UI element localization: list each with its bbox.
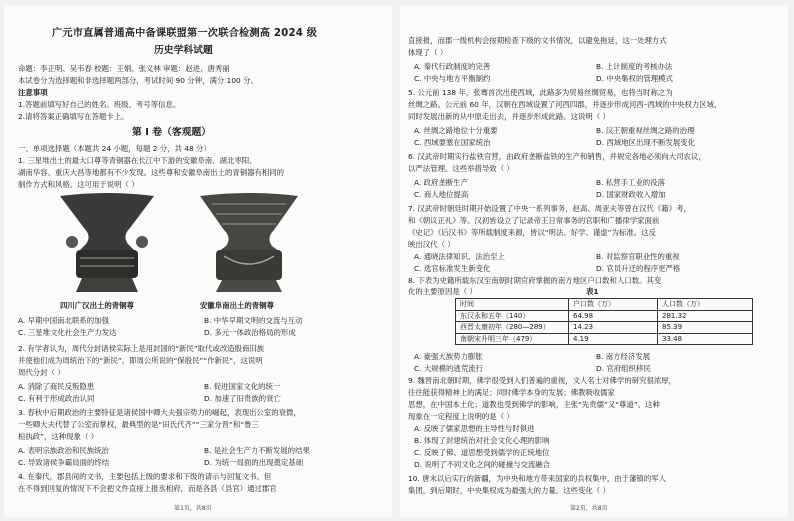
table-cell: 西晋太康初年（280—289）	[456, 322, 569, 334]
q3-option-c: C. 导致诸侯争霸局面的终结	[18, 458, 110, 467]
question-2-line: 并使他们成为周统治下的“新民”，即周公所说的“保殷民”“作新民”，这说明	[18, 356, 263, 365]
q9-option-c: C. 反映了佛、道思想受到儒学的正统地位	[414, 448, 550, 457]
question-3-line: 一些卿大夫代替了公室而掌权，最典型的是“田氏代齐”“三家分晋”和“鲁三	[18, 420, 259, 429]
question-9-line: 现象在一定程度上说明的是（ ）	[408, 412, 514, 421]
q4-option-b: B. 上计制度的考核办法	[596, 62, 673, 71]
q4-continued-line: 直接报，而郡一级机构会按期检查下级的文书情况，以避免拖延，这一处理方式	[408, 36, 667, 45]
q6-option-c: C. 商人地位提高	[414, 190, 469, 199]
table-row	[456, 310, 753, 322]
q8-option-c: C. 大规模的逃荒流行	[414, 364, 483, 373]
question-5-line: 丝绸之路。公元前 60 年，汉朝在西域设置了河西四郡，并逐步形成河西–西域的中央权力区域，	[408, 100, 722, 109]
q5-option-c: C. 西域要塞在国家统治	[414, 138, 491, 147]
q6-option-d: D. 国家财政收入增加	[596, 190, 666, 199]
q4-option-a: A. 秦代行政制度的完善	[414, 62, 491, 71]
q6-option-b: B. 私营手工业的没落	[596, 178, 665, 187]
q2-option-a: A. 消除了商民反叛隐患	[18, 382, 95, 391]
table-row	[456, 333, 753, 345]
question-8-line: 化的主要原因是（ ）	[408, 287, 477, 296]
table-cell: 14.23	[569, 322, 658, 334]
table-cell: 64.98	[569, 310, 658, 322]
q7-option-a: A. 通晓法律知识、法治至上	[414, 252, 505, 261]
question-7-line: 《史记》《后汉书》等所载制度来源，皆以“明法、好学、谨虚”为标准。这反	[408, 228, 656, 237]
part1-heading: 一、单项选择题（本题共 24 小题，每题 2 分，共 48 分）	[18, 144, 211, 153]
question-5-line: 同时发展出新的从中原走出去，并逐步形成此路。这说明（ ）	[408, 112, 610, 121]
question-2-line: 2. 有学者认为，周代分封诸侯实际上是用封国的“新民”取代或改造殷商旧族	[18, 344, 265, 353]
figure-caption-anhui: 安徽阜南出土的青铜尊	[200, 301, 274, 310]
q9-option-a: A. 反映了儒家思想的主导性与时俱进	[414, 424, 535, 433]
q2-option-c: C. 有利于形成政治认同	[18, 394, 95, 403]
table-cell: 33.48	[658, 333, 753, 345]
q3-option-d: D. 为统一局面的出现奠定基础	[204, 458, 304, 467]
q7-option-b: B. 对监察官职业性的重视	[596, 252, 680, 261]
table-header-cell: 时间	[456, 299, 569, 311]
question-7-line: 映出汉代（ ）	[408, 240, 455, 249]
population-table	[455, 298, 753, 345]
q4-option-d: D. 中央集权的管理模式	[596, 74, 673, 83]
q9-option-b: B. 体现了封建统治对社会文化心理的影响	[414, 436, 550, 445]
q8-option-a: A. 豪强大族势力膨胀	[414, 352, 483, 361]
question-6-line: 6. 汉武帝时期实行盐铁官营，由政府垄断盐铁的生产和销售，并规定各地必须向大司农议，	[408, 152, 706, 161]
exam-info: 本试卷分为选择题和非选择题两部分，考试时间 90 分钟，满分 100 分。	[18, 76, 258, 85]
exam-subtitle: 历史学科试题	[154, 45, 213, 56]
q1-option-d: D. 多元一体政治格局的形成	[204, 328, 296, 337]
question-7-line: 和《朝议正礼》等。汉初皆设立了记录帝王日常事务的官职和广播律学家面前	[408, 216, 660, 225]
table-caption: 表1	[586, 287, 599, 296]
q2-option-d: D. 加速了旧贵族的衰亡	[204, 394, 281, 403]
table-header-row	[456, 299, 753, 311]
question-10-line: 集团，到后期时，中央集权成为最强大的力量。这些变化（ ）	[408, 486, 610, 495]
figure-caption-sichuan: 四川广汉出土的青铜尊	[60, 301, 134, 310]
q6-option-a: A. 政府垄断生产	[414, 178, 468, 187]
question-3-line: 3. 春秋中后期政治的主要特征是诸侯国中卿大夫强宗势力的崛起，表现出公室的衰微，	[18, 408, 301, 417]
table-row	[456, 322, 753, 334]
notes-title: 注意事项	[18, 88, 48, 97]
question-2-line: 周代分封（ ）	[18, 368, 65, 377]
question-8-line: 8. 下表为史籍所载东汉至南朝时期官府掌握的南方地区户口数和人口数。其变	[408, 276, 662, 285]
exam-page-1	[4, 6, 392, 517]
q4-option-c: C. 中央与地方平衡制约	[414, 74, 491, 83]
q5-option-d: D. 西域地区出现不断发展变化	[596, 138, 696, 147]
exam-page-2	[400, 6, 788, 517]
q1-option-b: B. 中华早期文明的交流与互动	[204, 316, 303, 325]
q1-option-c: C. 三星堆文化社会生产力发达	[18, 328, 117, 337]
exam-title: 广元市直属普通高中备课联盟第一次联合检测高 2024 级	[52, 28, 318, 39]
q5-option-b: B. 汉王朝重视丝绸之路的治理	[596, 126, 695, 135]
q8-option-d: D. 官府组织移民	[596, 364, 651, 373]
table-cell: 南朝宋升明三年（479）	[456, 333, 569, 345]
table-header-cell: 人口数（万）	[658, 299, 753, 311]
page-footer: 第1页，共8页	[174, 505, 212, 512]
q8-option-b: B. 南方经济发展	[596, 352, 651, 361]
q7-option-c: C. 选官标准发生新变化	[414, 264, 491, 273]
q3-option-a: A. 表明宗族政治和民族统治	[18, 446, 109, 455]
q5-option-a: A. 丝绸之路地位十分重要	[414, 126, 498, 135]
note-2: 2.请将答案正确填写在答题卡上。	[18, 112, 129, 121]
question-6-line: 以严法管理。这些举措导致（ ）	[408, 164, 514, 173]
bronze-zun-sichuan-image	[52, 192, 162, 296]
question-9-line: 思想，在中国本土化；道教也受到佛学的影响，主张“先贵儒”又“尊道”。这种	[408, 400, 660, 409]
q3-option-b: B. 是社会生产力不断发展的结果	[204, 446, 310, 455]
question-1-line: 湖南华容、重庆大昌等地都有不少发现。这些尊和安徽阜南出土的青铜器有相同的	[18, 168, 285, 177]
question-9-line: 9. 魏晋南北朝时期，佛学很受到人们普遍的重视，文人名士对佛学的研究很浓厚，	[408, 376, 677, 385]
page-footer: 第2页，共8页	[570, 505, 608, 512]
section-title: 第 I 卷（客观题）	[132, 127, 212, 138]
question-7-line: 7. 汉武帝时朝廷时期开始设置了中央一系列事务，赵高、周亚夫等曾在汉代《籍》考，	[408, 204, 691, 213]
bronze-zun-anhui-image	[194, 192, 304, 296]
q9-option-d: D. 说明了不同文化之间的碰撞与交流融合	[414, 460, 551, 469]
table-cell: 281.32	[658, 310, 753, 322]
note-1: 1.答题前填写好自己的姓名、班级、考号等信息。	[18, 100, 181, 109]
table-cell: 东汉永和五年（140）	[456, 310, 569, 322]
question-1-line: 制作方式和风格。这可用于说明（ ）	[18, 180, 139, 189]
exam-staff: 命题：李正明、吴韦春 校题：王娟、张义林 审题：赵进、唐秀丽	[18, 64, 230, 73]
question-10-line: 10. 唐末以后实行的新疆，为中央和地方带来国家的兵权集中，由于藩镇的军人	[408, 474, 666, 483]
question-4-line: 4. 在秦代，郡县间的文书，主要包括上级的要求和下级的请示与回复文书。但	[18, 472, 272, 481]
question-9-line: 往往能获得精神上的满足；同时佛学本身的发展；佛教吸收儒家	[408, 388, 615, 397]
table-header-cell: 户口数（万）	[569, 299, 658, 311]
q1-option-a: A. 早期中国南北联系的加强	[18, 316, 109, 325]
q4-continued-line: 体现了（ ）	[408, 48, 448, 57]
table-cell: 85.39	[658, 322, 753, 334]
question-1-line: 1. 三星堆出土的最大口尊等青铜器在长江中下游的安徽阜南、湖北枣阳、	[18, 156, 257, 165]
question-3-line: 桓执政”，这种现象（ ）	[18, 432, 99, 441]
table-cell: 4.19	[569, 333, 658, 345]
q2-option-b: B. 促进国家文化的统一	[204, 382, 281, 391]
question-5-line: 5. 公元前 138 年，张骞首次出使西域，此路多为贸易丝绸贸易，也将当时称之为	[408, 88, 673, 97]
question-4-line: 在不得到回复的情况下不会把文件直接上报丞相府，而是各县（县官）通过郡官	[18, 484, 277, 493]
q7-option-d: D. 官员升迁的程序更严格	[596, 264, 681, 273]
